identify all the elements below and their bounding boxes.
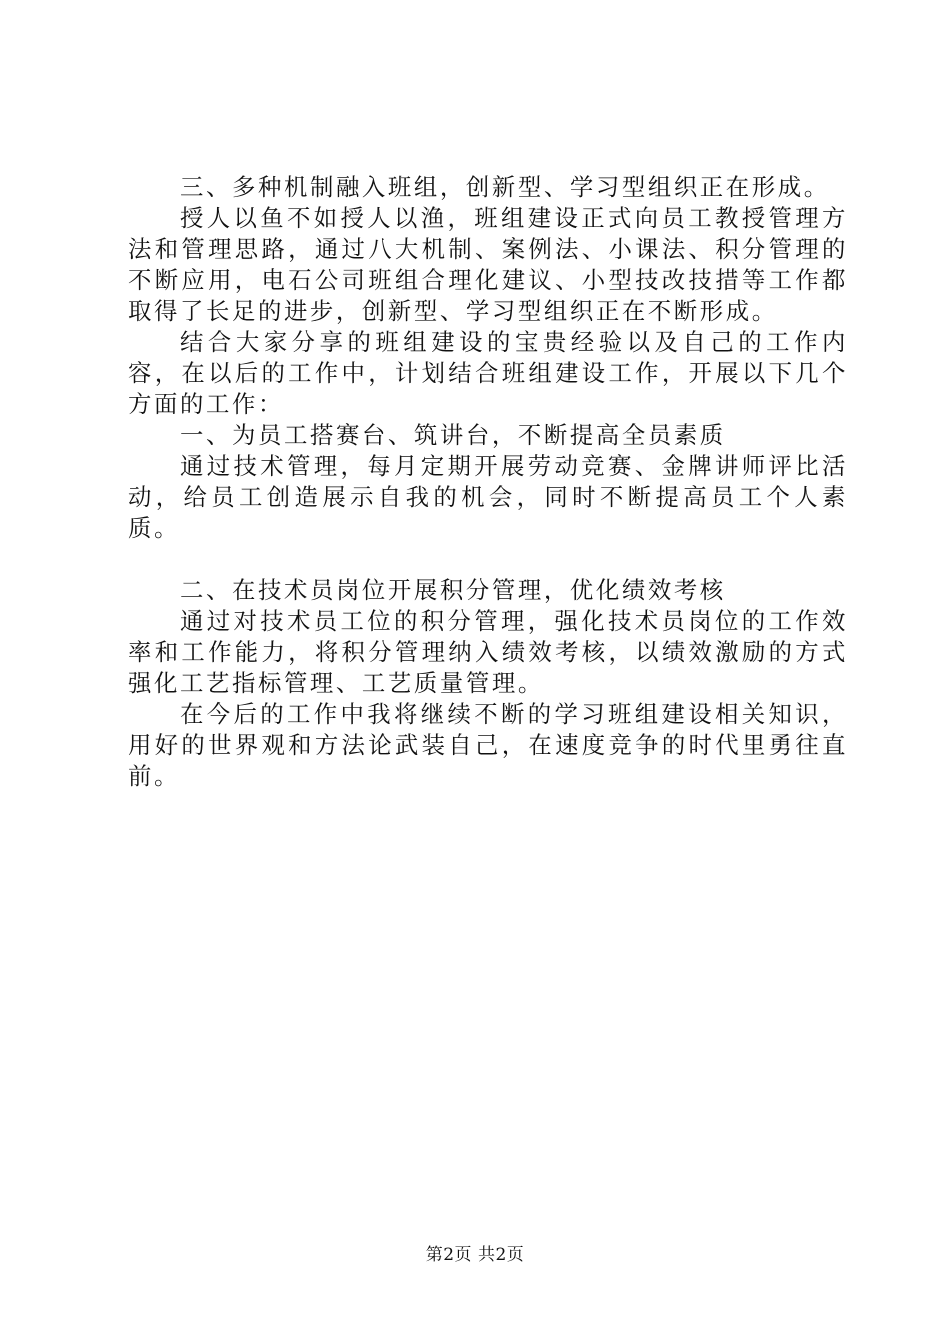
paragraph: 通过技术管理，每月定期开展劳动竞赛、金牌讲师评比活动，给员工创造展示自我的机会，同时不断提高员工个人素质。 <box>128 452 848 542</box>
paragraph-closing: 在今后的工作中我将继续不断的学习班组建设相关知识，用好的世界观和方法论武装自己，在速度竞争的时代里勇往直前。 <box>128 700 848 790</box>
paragraph-heading-3: 三、多种机制融入班组，创新型、学习型组织正在形成。 <box>180 173 830 201</box>
document-body <box>128 172 848 792</box>
paragraph-heading-2: 二、在技术员岗位开展积分管理，优化绩效考核 <box>180 576 726 604</box>
paragraph: 结合大家分享的班组建设的宝贵经验以及自己的工作内容，在以后的工作中，计划结合班组建设工作，开展以下几个方面的工作： <box>128 328 848 418</box>
paragraph: 授人以鱼不如授人以渔，班组建设正式向员工教授管理方法和管理思路，通过八大机制、案例法、小课法、积分管理的不断应用，电石公司班组合理化建议、小型技改技措等工作都取得了长足的进步，创新型、学习型组织正在不断形成。 <box>128 204 848 325</box>
paragraph-heading-1: 一、为员工搭赛台、筑讲台，不断提高全员素质 <box>180 421 726 449</box>
paragraph: 通过对技术员工位的积分管理，强化技术员岗位的工作效率和工作能力，将积分管理纳入绩效考核，以绩效激励的方式强化工艺指标管理、工艺质量管理。 <box>128 607 848 697</box>
page-number-footer: 第2页 共2页 <box>425 1245 525 1265</box>
